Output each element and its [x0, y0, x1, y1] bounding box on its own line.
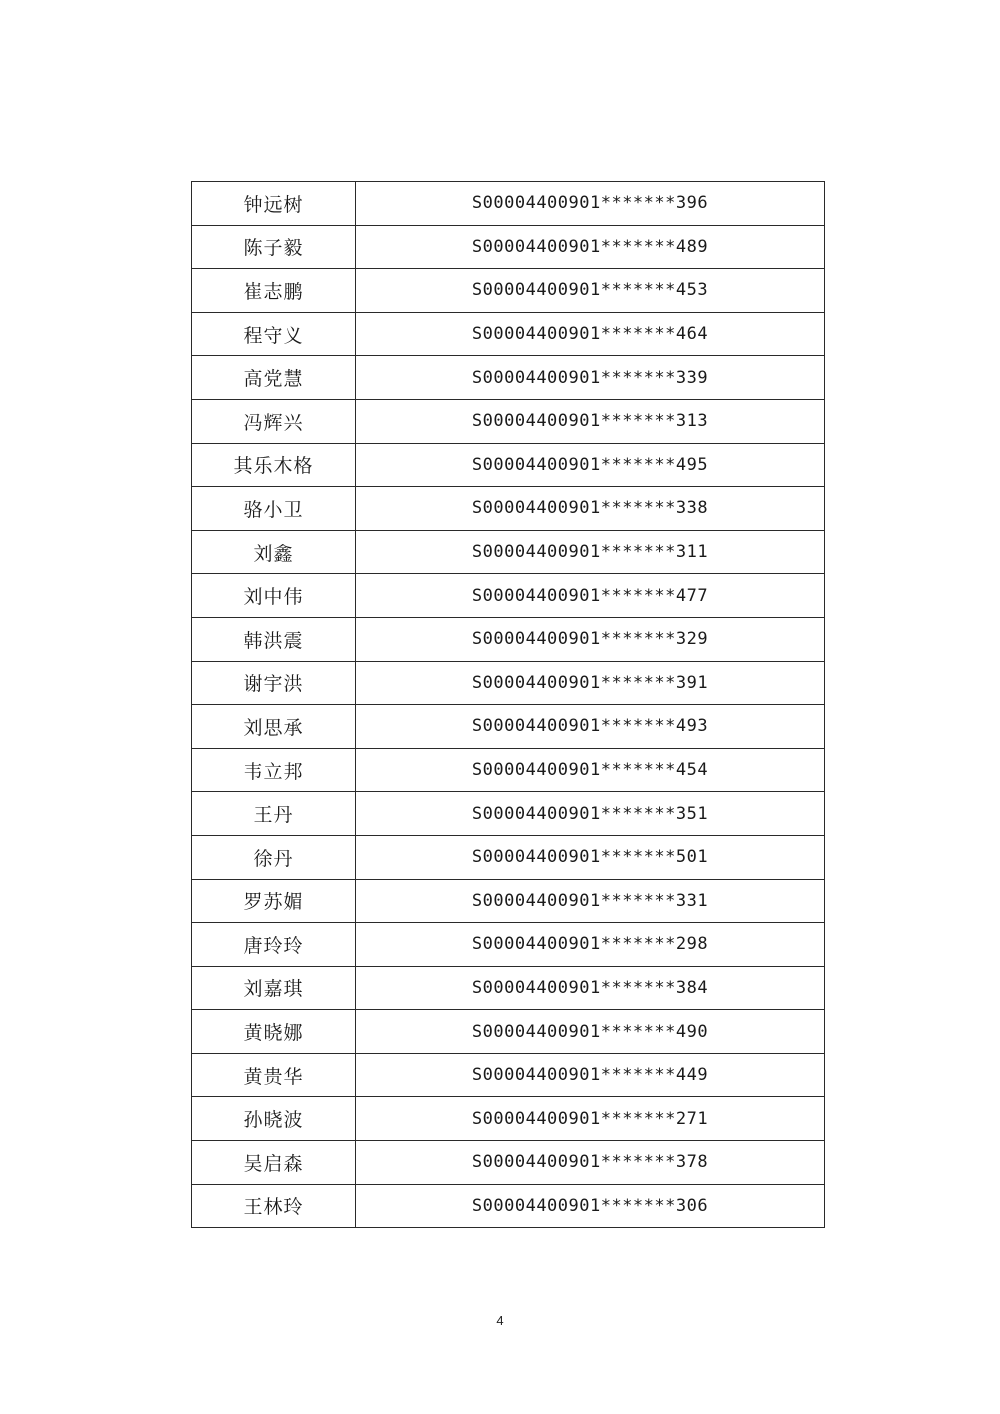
table-row	[192, 1010, 825, 1054]
name-cell: 高党慧	[192, 356, 356, 400]
id-number-cell: S00004400901*******489	[356, 225, 825, 269]
table-row	[192, 399, 825, 443]
table-row	[192, 574, 825, 618]
id-number-cell: S00004400901*******449	[356, 1053, 825, 1097]
id-number-cell: S00004400901*******378	[356, 1141, 825, 1185]
id-number-cell: S00004400901*******495	[356, 443, 825, 487]
name-cell: 冯辉兴	[192, 399, 356, 443]
table-row	[192, 748, 825, 792]
id-number-cell: S00004400901*******477	[356, 574, 825, 618]
name-cell: 刘鑫	[192, 530, 356, 574]
table-row	[192, 661, 825, 705]
id-number-cell: S00004400901*******490	[356, 1010, 825, 1054]
roster-table-body	[192, 182, 825, 1228]
id-number-cell: S00004400901*******329	[356, 617, 825, 661]
id-number-cell: S00004400901*******313	[356, 399, 825, 443]
name-cell: 王林玲	[192, 1184, 356, 1228]
id-number-cell: S00004400901*******454	[356, 748, 825, 792]
table-row	[192, 966, 825, 1010]
name-cell: 骆小卫	[192, 487, 356, 531]
name-cell: 罗苏媚	[192, 879, 356, 923]
table-row	[192, 269, 825, 313]
table-row	[192, 705, 825, 749]
table-row	[192, 792, 825, 836]
name-cell: 孙晓波	[192, 1097, 356, 1141]
id-number-cell: S00004400901*******271	[356, 1097, 825, 1141]
id-number-cell: S00004400901*******384	[356, 966, 825, 1010]
table-row	[192, 356, 825, 400]
name-cell: 徐丹	[192, 835, 356, 879]
table-row	[192, 182, 825, 226]
id-number-cell: S00004400901*******396	[356, 182, 825, 226]
table-row	[192, 835, 825, 879]
table-row	[192, 1053, 825, 1097]
table-row	[192, 617, 825, 661]
name-cell: 其乐木格	[192, 443, 356, 487]
table-row	[192, 530, 825, 574]
table-row	[192, 312, 825, 356]
name-cell: 陈子毅	[192, 225, 356, 269]
name-cell: 谢宇洪	[192, 661, 356, 705]
name-cell: 韦立邦	[192, 748, 356, 792]
id-number-cell: S00004400901*******306	[356, 1184, 825, 1228]
id-number-cell: S00004400901*******464	[356, 312, 825, 356]
id-number-cell: S00004400901*******331	[356, 879, 825, 923]
name-cell: 唐玲玲	[192, 923, 356, 967]
table-row	[192, 1184, 825, 1228]
name-cell: 刘嘉琪	[192, 966, 356, 1010]
id-number-cell: S00004400901*******298	[356, 923, 825, 967]
name-cell: 黄晓娜	[192, 1010, 356, 1054]
name-cell: 程守义	[192, 312, 356, 356]
table-row	[192, 879, 825, 923]
name-cell: 黄贵华	[192, 1053, 356, 1097]
id-number-cell: S00004400901*******453	[356, 269, 825, 313]
id-number-cell: S00004400901*******493	[356, 705, 825, 749]
name-cell: 崔志鹏	[192, 269, 356, 313]
name-cell: 刘思承	[192, 705, 356, 749]
name-cell: 钟远树	[192, 182, 356, 226]
id-number-cell: S00004400901*******311	[356, 530, 825, 574]
page-number: 4	[496, 1313, 504, 1328]
table-row	[192, 1141, 825, 1185]
name-cell: 韩洪震	[192, 617, 356, 661]
id-number-cell: S00004400901*******391	[356, 661, 825, 705]
id-number-cell: S00004400901*******338	[356, 487, 825, 531]
table-row	[192, 443, 825, 487]
name-cell: 王丹	[192, 792, 356, 836]
table-row	[192, 1097, 825, 1141]
table-row	[192, 225, 825, 269]
name-cell: 刘中伟	[192, 574, 356, 618]
roster-table	[191, 181, 825, 1228]
table-row	[192, 487, 825, 531]
id-number-cell: S00004400901*******501	[356, 835, 825, 879]
id-number-cell: S00004400901*******339	[356, 356, 825, 400]
table-row	[192, 923, 825, 967]
id-number-cell: S00004400901*******351	[356, 792, 825, 836]
name-cell: 吴启森	[192, 1141, 356, 1185]
